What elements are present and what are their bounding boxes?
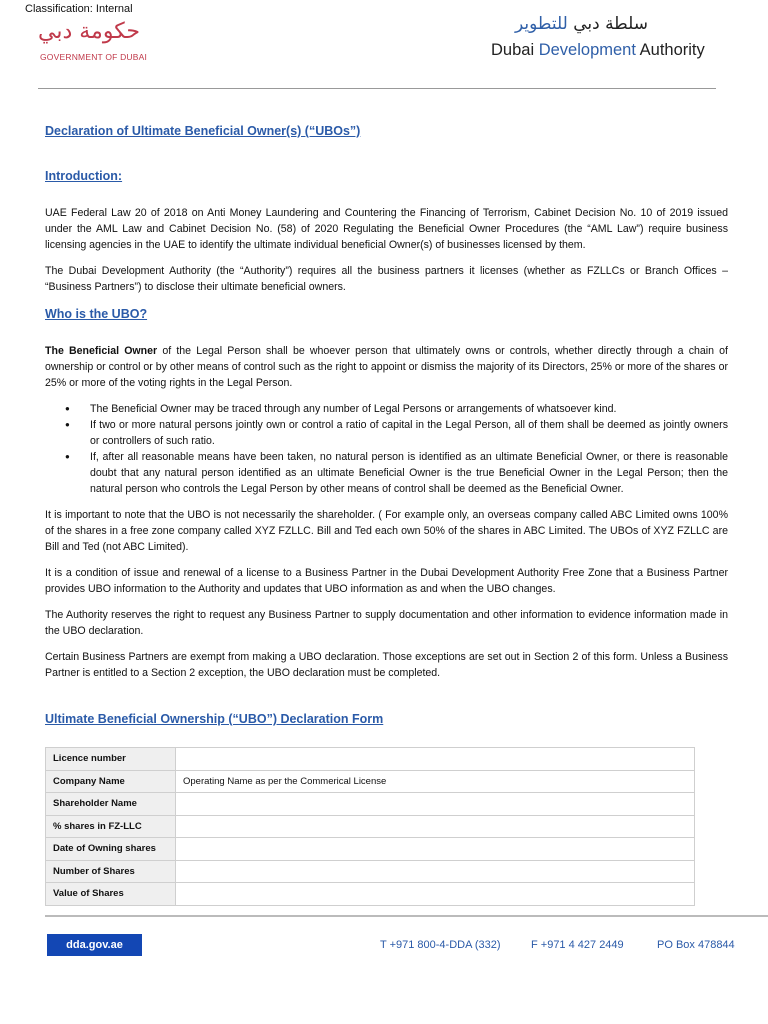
field-label: Licence number [46,748,176,771]
footer-fax: F +971 4 427 2449 [531,938,624,951]
exemptions-paragraph: Certain Business Partners are exempt from making a UBO declaration. Those exceptions are set out in Section 2 of this form. Unless a Business Partner is entitled to a Section 2 exception, the UBO declaration must be completed. [45,651,728,679]
field-label: Company Name [46,770,176,793]
intro-paragraph-2: The Dubai Development Authority (the “Authority”) requires all the business partners it licenses (whether as FZLLCs or Branch Offices – “Business Partners”) to disclose their ultimate beneficial owners. [45,265,728,293]
dda-name-3: Authority [639,41,705,59]
license-condition-paragraph: It is a condition of issue and renewal of a license to a Business Partner in the Dubai Development Authority Free Zone that a Business Partner provides UBO information to the Authority and updates that UBO information as and when the UBO changes. [45,567,728,595]
footer-phone: T +971 800-4-DDA (332) [380,938,501,951]
gov-logo-text: GOVERNMENT OF DUBAI [40,52,148,62]
dda-arabic-1: سلطة دبي [573,14,648,34]
introduction-heading: Introduction: [45,169,123,183]
beneficial-owner-definition [45,343,728,391]
classification-label: Classification: Internal [25,3,133,15]
table-row [46,748,695,771]
document-title: Declaration of Ultimate Beneficial Owner(s) (“UBOs”) [45,124,361,138]
field-label: Value of Shares [46,883,176,906]
intro-paragraph-1: UAE Federal Law 20 of 2018 on Anti Money Laundering and Countering the Financing of Terrorism, Cabinet Decision No. 10 of 2019 issued under the AML Law and Cabinet Decision No. (58) of 2020 Regulating the Beneficial Owner Procedures (the “AML Law”) require business licensing agencies in the UAE to identify the ultimate individual beneficial Owner(s) of businesses licensed by them. [45,207,728,251]
date-owning-shares-field[interactable] [176,838,695,861]
form-heading: Ultimate Beneficial Ownership (“UBO”) Declaration Form [45,712,384,726]
bullet-item: ● If, after all reasonable means have been taken, no natural person is identified as an ultimate Beneficial Owner, or there is reasonable doubt that any natural person identified as an ultimate Beneficial Owner is the true Beneficial Owner in the Legal Person; then the natural person who controls the Legal Person by other means of control shall be deemed as the Beneficial Owner. [65,449,728,497]
field-label: Shareholder Name [46,793,176,816]
bullet-item: ● If two or more natural persons jointly own or control a ratio of capital in the Legal Person, all of them shall be deemed as jointly owners or controllers of such ratio. [65,417,728,449]
table-row [46,883,695,906]
dda-logo [491,40,705,60]
field-label: % shares in FZ-LLC [46,815,176,838]
value-of-shares-field[interactable] [176,883,695,906]
government-of-dubai-logo [28,18,158,70]
header-divider [38,88,716,89]
page-header [0,0,768,88]
shares-percent-field[interactable] [176,815,695,838]
field-label: Date of Owning shares [46,838,176,861]
dda-arabic-2: للتطوير [515,14,568,34]
field-label: Number of Shares [46,860,176,883]
table-row [46,815,695,838]
licence-number-field[interactable] [176,748,695,771]
definition-text: of the Legal Person shall be whoever person that ultimately owns or controls, whether directly through a chain of ownership or control or by other means of control such as the right to appoint or dismiss the majority of its Directors, 25% or more of the shares or 25% or more of the voting rights in the Legal Person. [45,345,729,389]
authority-rights-paragraph: The Authority reserves the right to request any Business Partner to supply documentation and other information to evidence information made in the UBO declaration. [45,609,728,637]
ubo-bullet-list [65,401,728,497]
definition-term: The Beneficial Owner [45,345,158,357]
footer-divider [45,915,768,917]
gov-logo-arabic: حكومة دبي [38,19,140,44]
number-of-shares-field[interactable] [176,860,695,883]
ubo-example-paragraph: It is important to note that the UBO is not necessarily the shareholder. ( For example only, an overseas company called ABC Limited owns 100% of the shares in a free zone company called XYZ FZLLC. Bill and Ted each own 50% of the shares in ABC Limited. The UBOs of XYZ FZLLC are Bill and Ted (not ABC Limited). [45,509,728,553]
dda-name-2: Development [538,41,636,59]
who-heading: Who is the UBO? [45,307,148,321]
dda-arabic-logo [515,12,648,36]
table-row [46,793,695,816]
page-footer [0,934,768,974]
document-body [0,123,768,906]
footer-pobox: PO Box 478844 [657,938,735,951]
shareholder-name-field[interactable] [176,793,695,816]
bullet-item: ● The Beneficial Owner may be traced through any number of Legal Persons or arrangements of whatsoever kind. [65,401,728,417]
table-row [46,838,695,861]
dda-name-1: Dubai [491,41,535,59]
company-name-field[interactable]: Operating Name as per the Commerical License [176,770,695,793]
table-row [46,770,695,793]
website-link[interactable]: dda.gov.ae [47,934,142,956]
table-row [46,860,695,883]
ubo-declaration-table [45,747,695,906]
